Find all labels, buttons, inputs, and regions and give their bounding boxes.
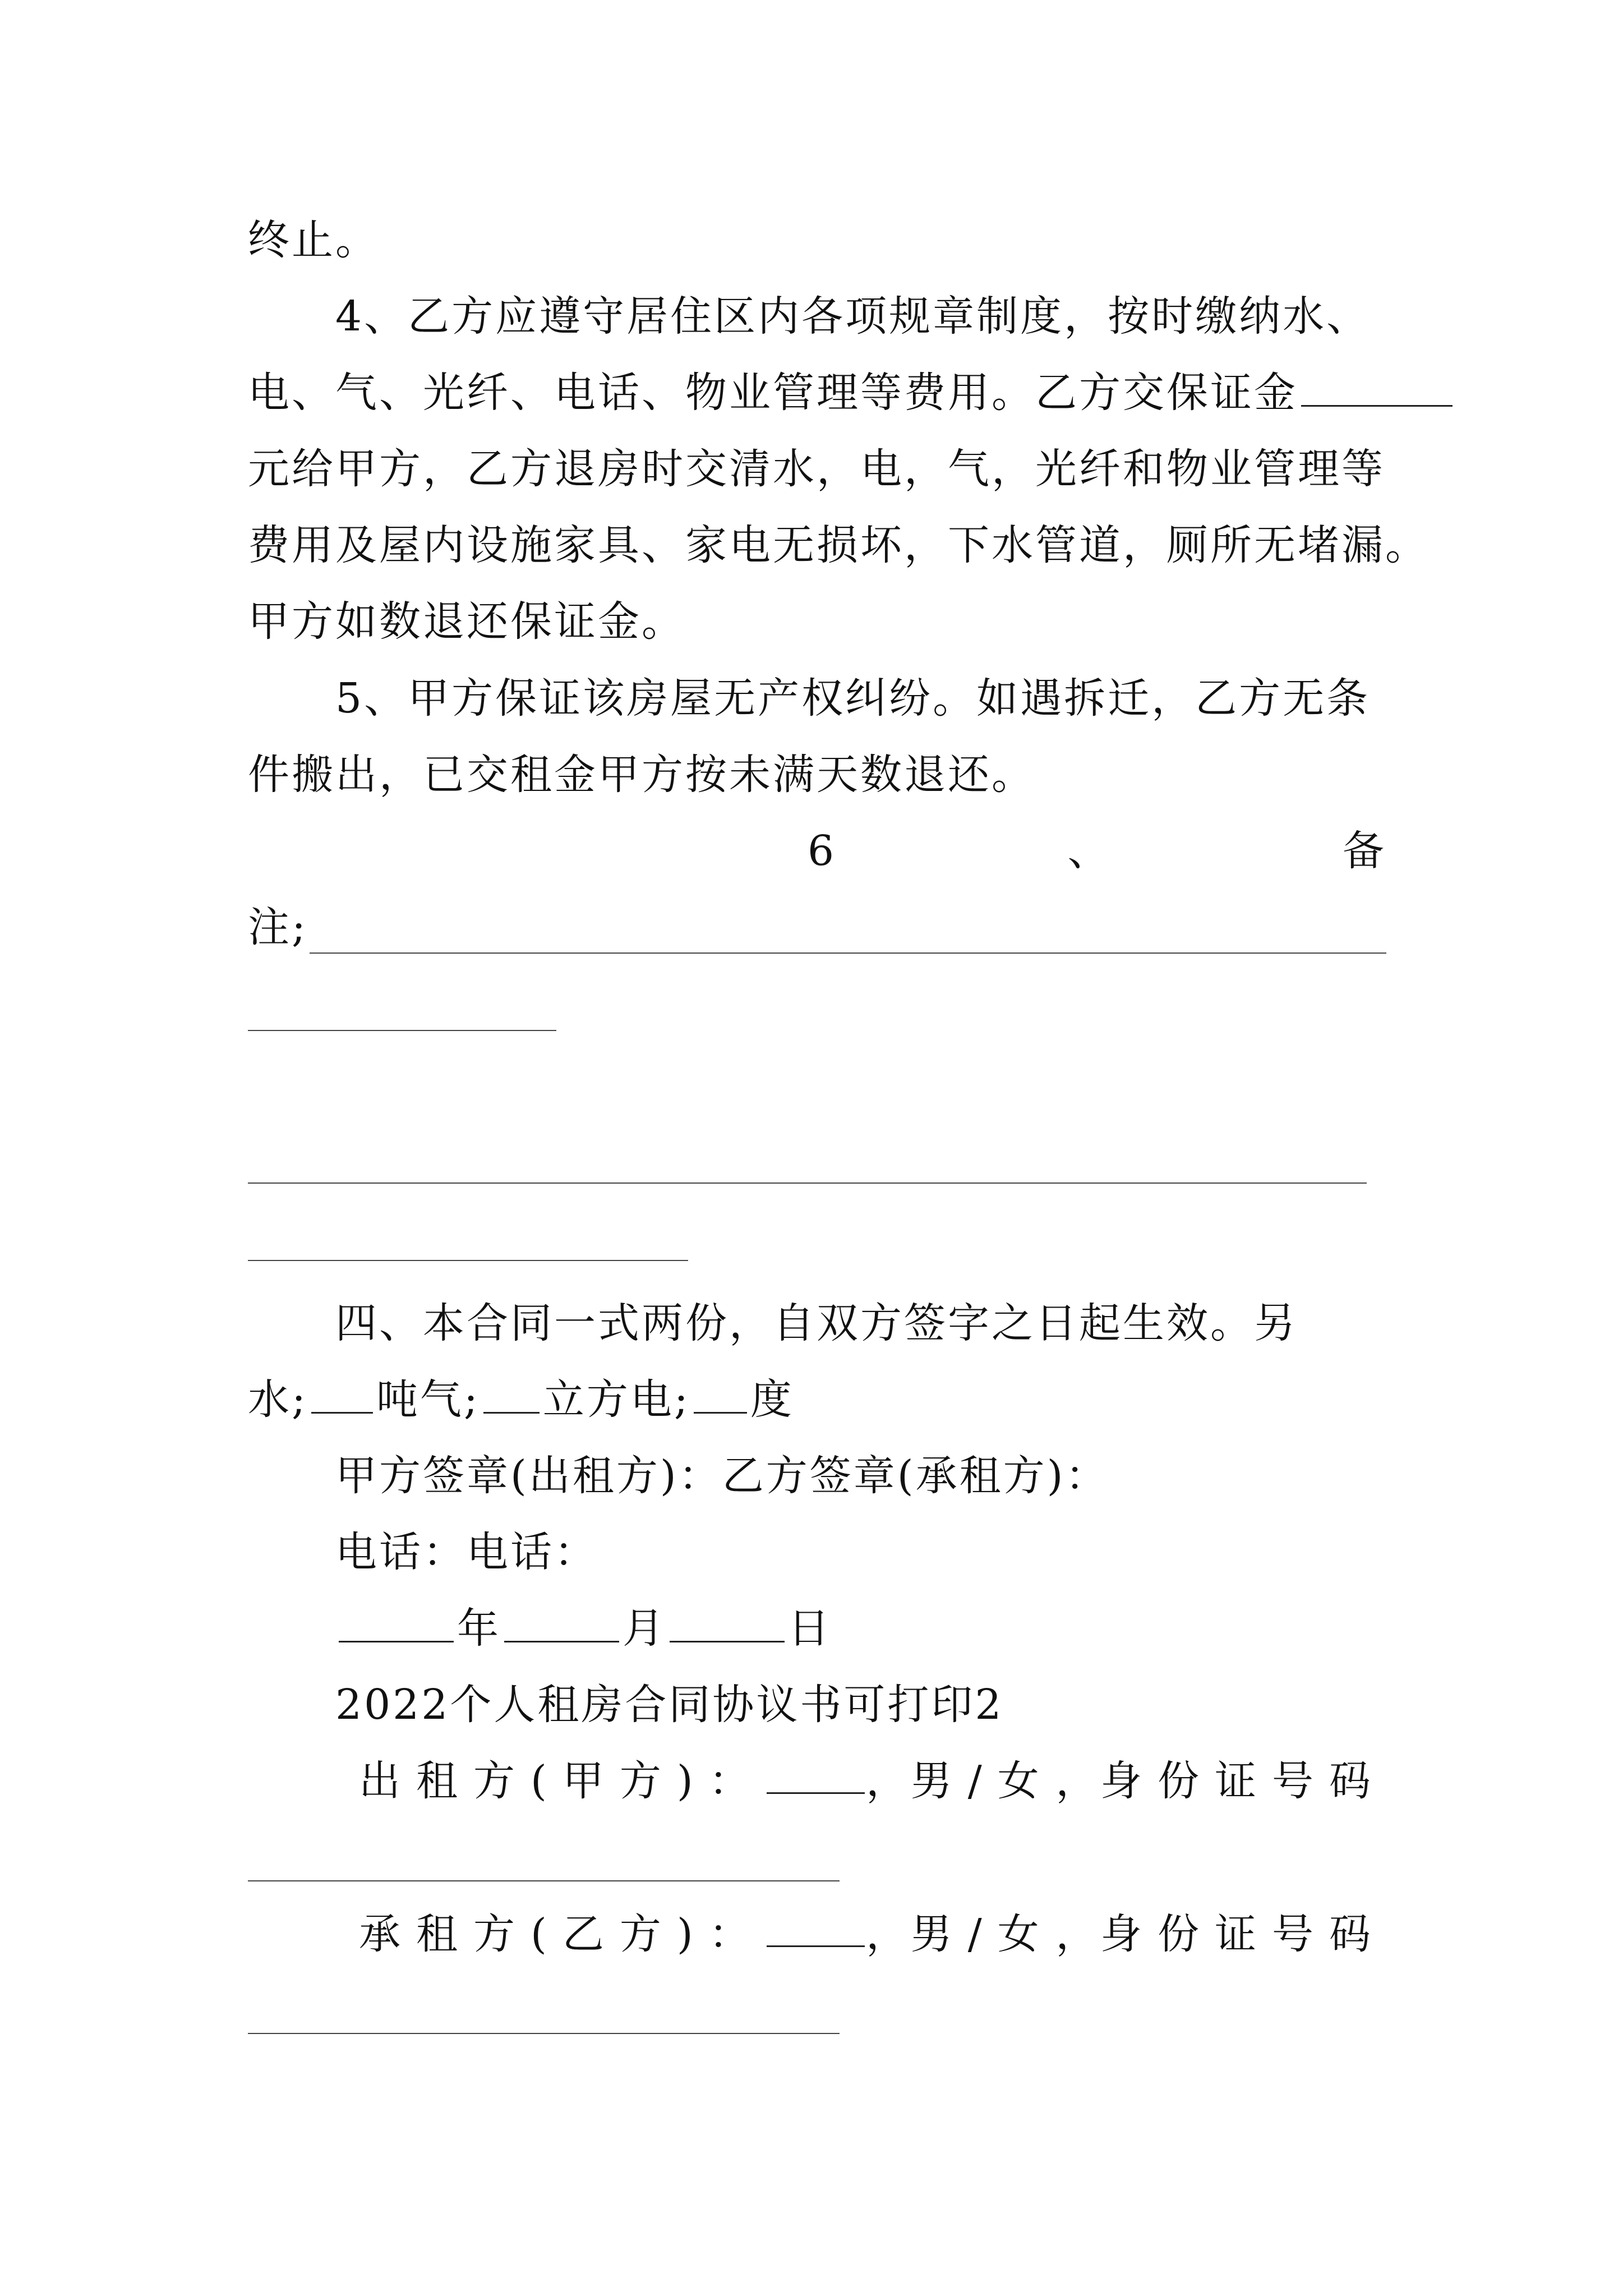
lessee-label: 承租方(乙方)： — [359, 1910, 766, 1958]
clause-4-line-3: 元给甲方，乙方退房时交清水，电，气，光纤和物业管理等 — [248, 445, 1385, 493]
lessee-sep: ， — [866, 1910, 910, 1958]
lessee-sep-2: ， — [1055, 1910, 1100, 1958]
lessor-id-underline — [248, 1880, 840, 1881]
degree-label: 度 — [750, 1375, 794, 1424]
lessee-id-underline — [248, 2033, 840, 2034]
clause-4-line-1: 4、乙方应遵守居住区内各项规章制度，按时缴纳水、 — [335, 292, 1371, 341]
lessee-line — [359, 1906, 1386, 1962]
clause-four-line-1: 四、本合同一式两份，自双方签字之日起生效。另 — [335, 1299, 1298, 1347]
gas-blank — [483, 1373, 540, 1414]
day-blank — [670, 1602, 785, 1642]
day-label: 日 — [788, 1604, 832, 1653]
water-label: 水; — [248, 1375, 308, 1424]
signature-parties: 甲方签章(出租方)：乙方签章(承租方)： — [335, 1452, 1109, 1500]
lessor-label: 出租方(甲方)： — [359, 1757, 766, 1805]
lessor-sep: ， — [866, 1757, 910, 1805]
lessor-line — [359, 1753, 1386, 1809]
note-separator: 、 — [1067, 827, 1112, 875]
electric-blank — [694, 1373, 747, 1414]
lessor-gender: 男/女 — [910, 1757, 1055, 1805]
note-label-end: 注; — [248, 903, 308, 951]
lessee-id-label: 身份证号码 — [1100, 1910, 1386, 1958]
clause-four-line-2 — [248, 1372, 1386, 1428]
clause-5-line-2: 件搬出，已交租金甲方按未满天数退还。 — [248, 751, 1035, 799]
month-blank — [504, 1602, 619, 1642]
year-blank — [339, 1602, 454, 1642]
water-blank — [311, 1373, 373, 1414]
clause-4-line-5: 甲方如数退还保证金。 — [248, 597, 685, 646]
lessee-name-blank — [767, 1906, 865, 1947]
ton-gas-label: 吨气; — [376, 1375, 480, 1424]
cubic-elec-label: 立方电; — [542, 1375, 690, 1424]
year-label: 年 — [457, 1604, 501, 1653]
signature-date — [335, 1600, 1386, 1657]
lessor-name-blank — [767, 1753, 865, 1794]
note-label-start: 备 — [1343, 827, 1386, 875]
note-underline-2 — [248, 1030, 556, 1031]
month-label: 月 — [623, 1604, 666, 1653]
lessor-id-label: 身份证号码 — [1100, 1757, 1386, 1805]
signature-phones: 电话：电话： — [335, 1528, 598, 1576]
text-line-termination: 终止。 — [248, 216, 379, 264]
note-label-line — [248, 899, 1386, 955]
clause-4-line-2 — [248, 365, 1386, 421]
clause-4-line-2-text: 电、气、光纤、电话、物业管理等费用。乙方交保证金 — [248, 369, 1298, 417]
clause-5-line-1: 5、甲方保证该房屋无产权纠纷。如遇拆迁，乙方无条 — [335, 674, 1371, 723]
clause-4-line-4: 费用及屋内设施家具、家电无损坏，下水管道，厕所无堵漏。 — [248, 521, 1429, 569]
note-number: 6 — [808, 827, 837, 875]
second-contract-title: 2022个人租房合同协议书可打印2 — [335, 1681, 1004, 1729]
note-underline-3 — [248, 1182, 1367, 1184]
lessor-sep-2: ， — [1055, 1757, 1100, 1805]
deposit-blank — [1301, 366, 1453, 407]
note-underline-1 — [310, 953, 1386, 954]
note-underline-4 — [248, 1260, 688, 1261]
note-heading-line — [808, 823, 1386, 879]
lessee-gender: 男/女 — [910, 1910, 1055, 1958]
